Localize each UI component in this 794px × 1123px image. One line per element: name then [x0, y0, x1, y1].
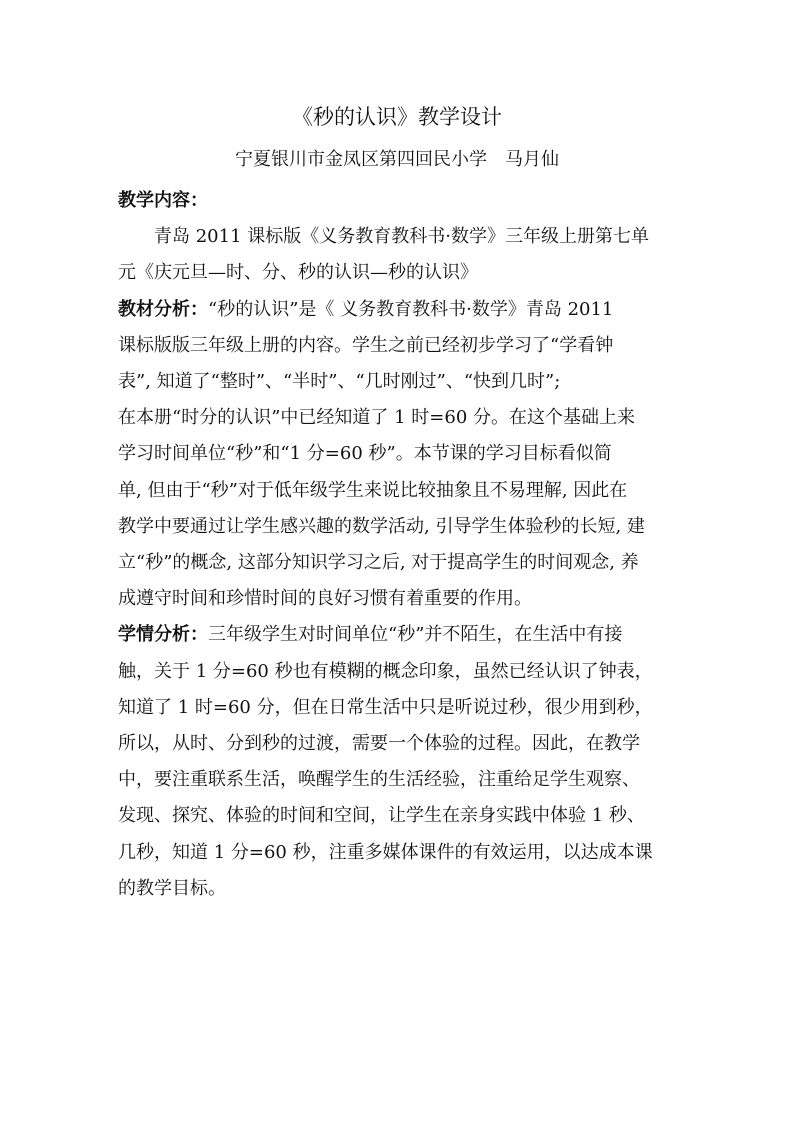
paragraph-line: 触，关于 1 分=60 秒也有模糊的概念印象，虽然已经认识了钟表，	[118, 660, 653, 682]
paragraph-line: 课标版版三年级上册的内容。学生之前已经初步学习了“学看钟	[118, 334, 614, 356]
paragraph-line: 知道了 1 时=60 分，但在日常生活中只是听说过秒，很少用到秒，	[118, 696, 653, 718]
paragraph-text: 三年级学生对时间单位“秒”并不陌生，在生活中有接	[208, 624, 623, 646]
paragraph-line: 学习时间单位“秒”和“1 分=60 秒”。本节课的学习目标看似简	[118, 443, 612, 465]
section-learner-analysis	[118, 617, 678, 907]
paragraph-line: 立“秒”的概念, 这部分知识学习之后, 对于提高学生的时间观念, 养	[118, 551, 639, 573]
paragraph-line	[118, 292, 678, 328]
paragraph-line: 所以，从时、分到秒的过渡，需要一个体验的过程。因此，在教学	[118, 732, 640, 754]
paragraph-line: 表”, 知道了“整时”、“半时”、“几时刚过”、“快到几时”;	[118, 370, 561, 392]
paragraph-line: 几秒，知道 1 分=60 秒，注重多媒体课件的有效运用，以达成本课	[118, 841, 653, 863]
paragraph-text: “秒的认识”是《 义务教育教科书·数学》青岛 2011	[208, 298, 614, 320]
paragraph-line: 中，要注重联系生活，唤醒学生的生活经验，注重给足学生观察、	[118, 769, 640, 791]
section-heading: 教学内容：	[118, 190, 208, 211]
paragraph-line: 在本册“时分的认识”中已经知道了 1 时=60 分。在这个基础上来	[118, 407, 636, 429]
paragraph-line: 教学中要通过让学生感兴趣的数学活动, 引导学生体验秒的长短, 建	[118, 515, 645, 537]
paragraph-line: 成遵守时间和珍惜时间的良好习惯有着重要的作用。	[118, 588, 532, 610]
paragraph-line: 的教学目标。	[118, 877, 226, 899]
paragraph-line: 青岛 2011 课标版《义务教育教科书·数学》三年级上册第七单	[154, 226, 649, 248]
section-material-analysis	[118, 292, 678, 618]
document-author: 宁夏银川市金凤区第四回民小学 马月仙	[235, 149, 559, 170]
paragraph-line	[118, 617, 678, 653]
document-title: 《秒的认识》教学设计	[292, 105, 502, 129]
section-heading: 教材分析：	[118, 298, 208, 320]
section-heading: 学情分析：	[118, 624, 208, 646]
paragraph-line: 发现、探究、体验的时间和空间，让学生在亲身实践中体验 1 秒、	[118, 805, 645, 827]
section-teaching-content	[118, 183, 678, 292]
paragraph-line: 单, 但由于“秒”对于低年级学生来说比较抽象且不易理解, 因此在	[118, 479, 628, 501]
paragraph-line: 元《庆元旦—时、分、秒的认识—秒的认识》	[118, 262, 478, 284]
